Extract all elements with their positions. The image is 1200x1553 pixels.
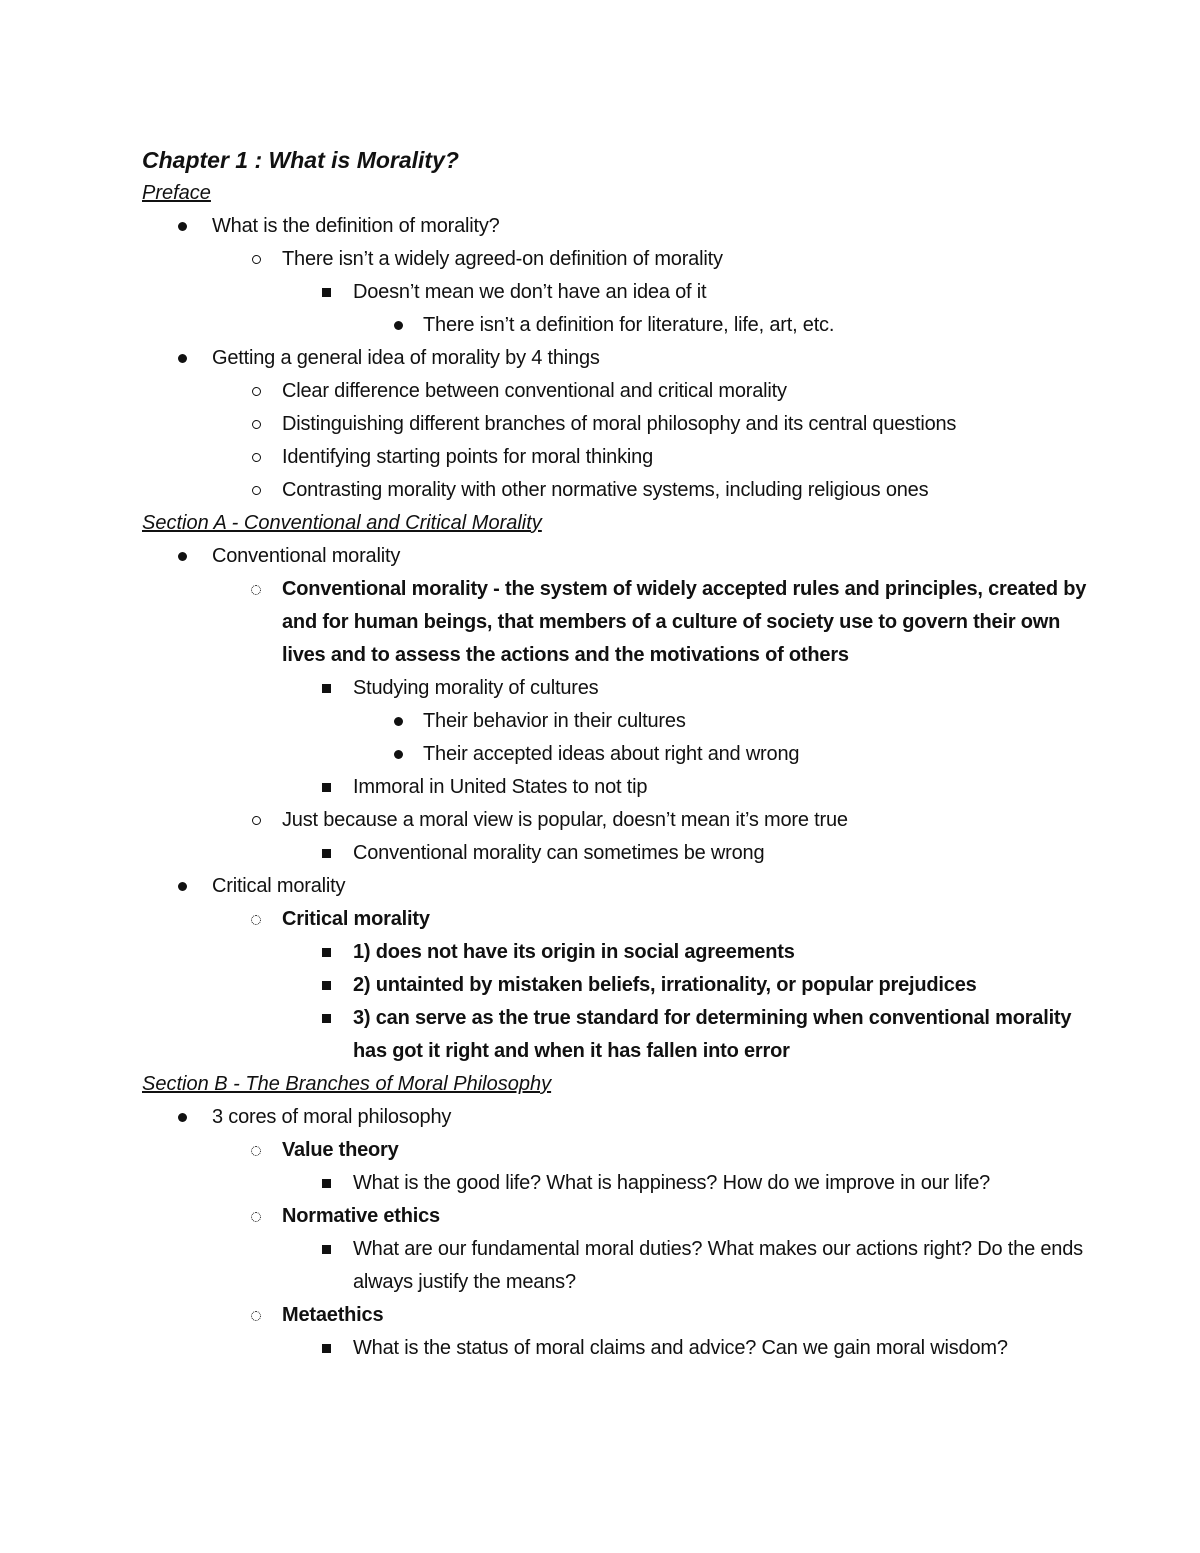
list-item: Getting a general idea of morality by 4 things <box>142 342 1102 375</box>
section-heading-preface: Preface <box>142 182 211 204</box>
list-item: 2) untainted by mistaken beliefs, irrationality, or popular prejudices <box>142 969 1102 1002</box>
bullet-icon <box>388 309 408 342</box>
hollow-circle-icon <box>246 243 266 276</box>
square-bullet-icon <box>316 837 336 870</box>
list-item: Doesn’t mean we don’t have an idea of it <box>142 276 1102 309</box>
definition-item: Metaethics <box>142 1299 1102 1332</box>
document-content <box>142 143 1102 1365</box>
definition-item: Normative ethics <box>142 1200 1102 1233</box>
square-bullet-icon <box>316 1002 336 1035</box>
list-item: What are our fundamental moral duties? What makes our actions right? Do the ends always justify the means? <box>142 1233 1102 1299</box>
list-item: Conventional morality can sometimes be wrong <box>142 837 1102 870</box>
square-bullet-icon <box>316 936 336 969</box>
list-item: Critical morality <box>142 870 1102 903</box>
hollow-circle-icon <box>246 408 266 441</box>
list-item: 3) can serve as the true standard for determining when conventional morality has got it right and when it has fallen into error <box>142 1002 1102 1068</box>
list-item: What is the definition of morality? <box>142 210 1102 243</box>
square-bullet-icon <box>316 1233 336 1266</box>
bullet-icon <box>172 210 192 243</box>
hollow-circle-icon <box>246 804 266 837</box>
hollow-circle-icon <box>246 375 266 408</box>
dotted-circle-icon <box>246 573 266 606</box>
definition-item: Conventional morality - the system of widely accepted rules and principles, created by and for human beings, that members of a culture of society use to govern their own lives and to assess the actions and the motivations of others <box>142 573 1102 672</box>
list-item: Studying morality of cultures <box>142 672 1102 705</box>
list-item: Their behavior in their cultures <box>142 705 1102 738</box>
bullet-icon <box>388 738 408 771</box>
list-item: Distinguishing different branches of moral philosophy and its central questions <box>142 408 1102 441</box>
list-item: Clear difference between conventional and critical morality <box>142 375 1102 408</box>
definition-item: Critical morality <box>142 903 1102 936</box>
list-item: There isn’t a widely agreed-on definition of morality <box>142 243 1102 276</box>
list-item: Conventional morality <box>142 540 1102 573</box>
bullet-icon <box>388 705 408 738</box>
list-item: 3 cores of moral philosophy <box>142 1101 1102 1134</box>
square-bullet-icon <box>316 672 336 705</box>
square-bullet-icon <box>316 1167 336 1200</box>
section-heading-a: Section A - Conventional and Critical Morality <box>142 512 542 534</box>
hollow-circle-icon <box>246 474 266 507</box>
hollow-circle-icon <box>246 441 266 474</box>
list-item: Just because a moral view is popular, doesn’t mean it’s more true <box>142 804 1102 837</box>
square-bullet-icon <box>316 969 336 1002</box>
dotted-circle-icon <box>246 1200 266 1233</box>
list-item: Immoral in United States to not tip <box>142 771 1102 804</box>
chapter-title: Chapter 1 : What is Morality? <box>142 147 459 173</box>
list-item: 1) does not have its origin in social agreements <box>142 936 1102 969</box>
square-bullet-icon <box>316 1332 336 1365</box>
bullet-icon <box>172 540 192 573</box>
list-item: Contrasting morality with other normative systems, including religious ones <box>142 474 1102 507</box>
square-bullet-icon <box>316 771 336 804</box>
dotted-circle-icon <box>246 1299 266 1332</box>
definition-item: Value theory <box>142 1134 1102 1167</box>
dotted-circle-icon <box>246 1134 266 1167</box>
list-item: Identifying starting points for moral thinking <box>142 441 1102 474</box>
list-item: Their accepted ideas about right and wrong <box>142 738 1102 771</box>
bullet-icon <box>172 870 192 903</box>
bullet-icon <box>172 342 192 375</box>
section-heading-b: Section B - The Branches of Moral Philosophy <box>142 1073 552 1095</box>
list-item: What is the status of moral claims and advice? Can we gain moral wisdom? <box>142 1332 1102 1365</box>
list-item: There isn’t a definition for literature, life, art, etc. <box>142 309 1102 342</box>
bullet-icon <box>172 1101 192 1134</box>
square-bullet-icon <box>316 276 336 309</box>
dotted-circle-icon <box>246 903 266 936</box>
list-item: What is the good life? What is happiness? How do we improve in our life? <box>142 1167 1102 1200</box>
